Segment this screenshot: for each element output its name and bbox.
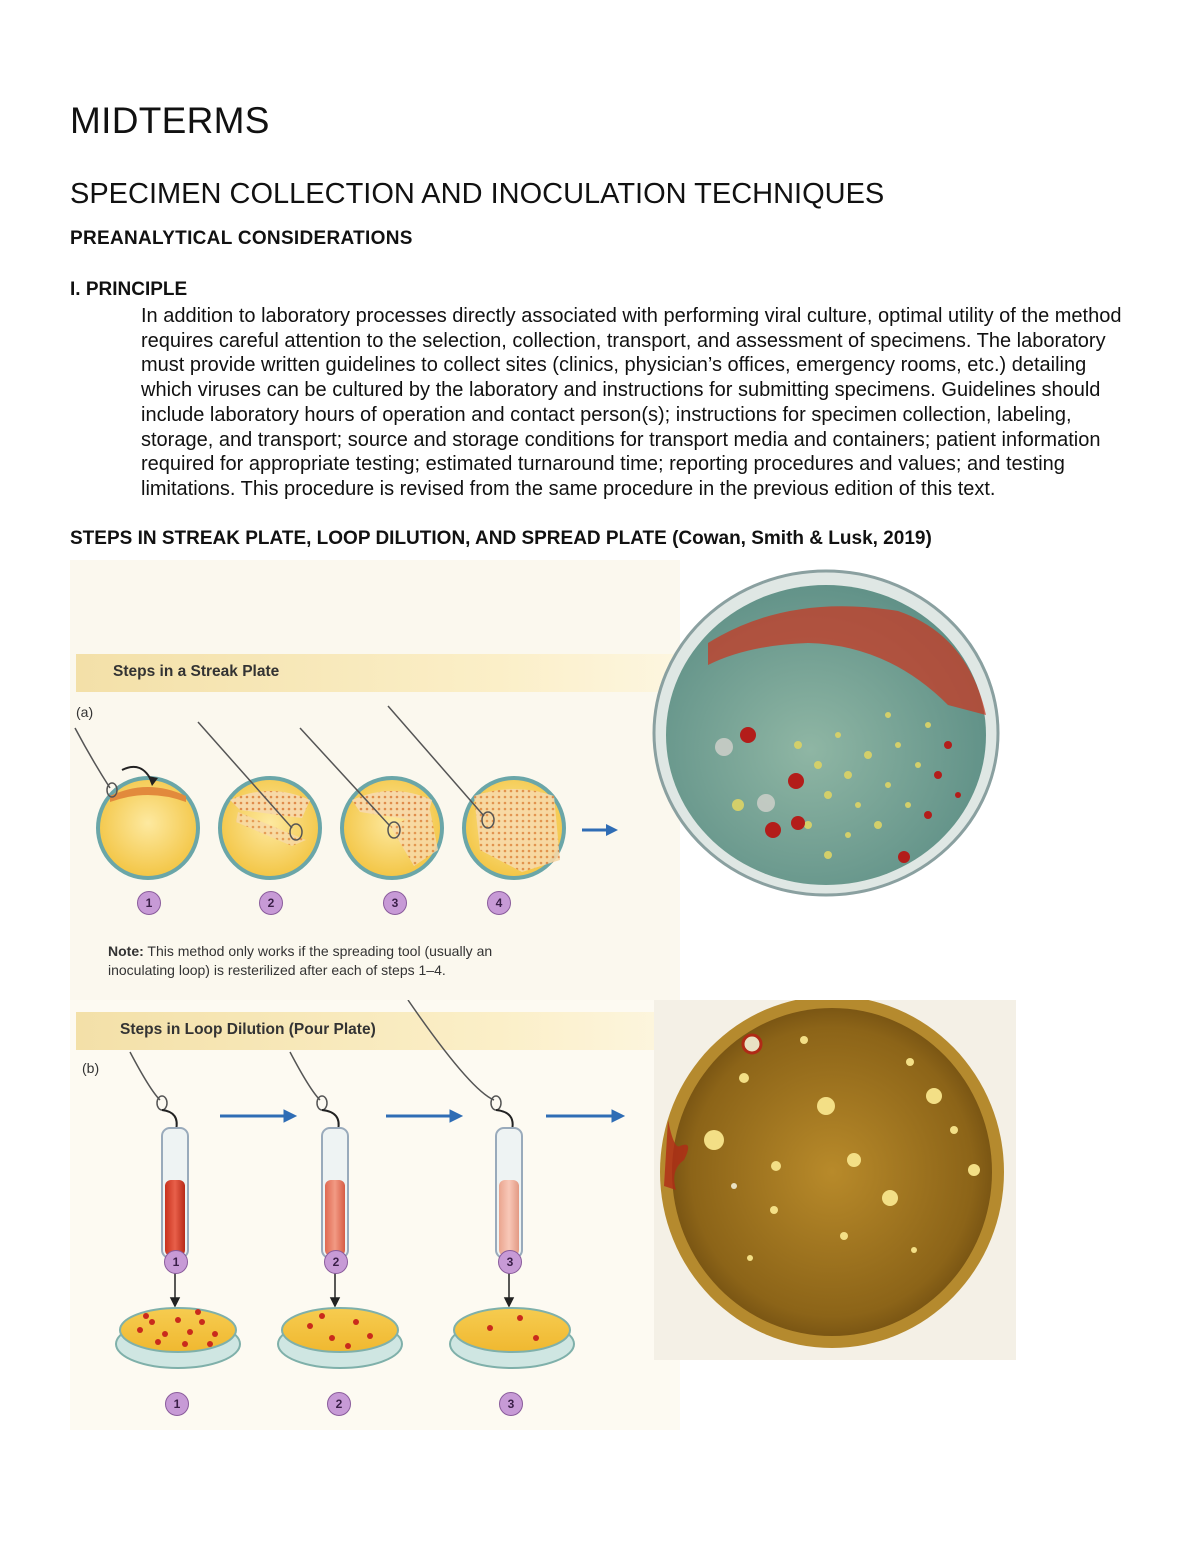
step-badge: 2 (324, 1250, 348, 1274)
step-badge: 3 (383, 891, 407, 915)
loop-dilution-banner-label: Steps in Loop Dilution (Pour Plate) (120, 1021, 376, 1038)
note-text: This method only works if the spreading tool (usually an inoculating loop) is resterilized after each of steps 1–4. (108, 943, 493, 978)
dilution-tube-1 (162, 1128, 188, 1258)
streak-plate-diagram (70, 560, 680, 1000)
pour-plate-3 (450, 1308, 574, 1368)
streak-plate-note (108, 942, 548, 980)
loop-dilution-figure (70, 1000, 680, 1430)
streak-plate-figure (70, 560, 680, 1000)
document-title: MIDTERMS (70, 100, 270, 141)
streak-plate-banner-label: Steps in a Streak Plate (113, 663, 280, 680)
streak-plate-photo (648, 565, 1004, 901)
step-badge: 2 (259, 891, 283, 915)
step-badge: 3 (498, 1250, 522, 1274)
note-label: Note: (108, 943, 144, 959)
dilution-tube-3 (496, 1128, 522, 1258)
step-badge: 2 (327, 1392, 351, 1416)
streak-plate-1 (75, 728, 198, 878)
section-heading: PREANALYTICAL CONSIDERATIONS (70, 228, 413, 249)
steps-heading: STEPS IN STREAK PLATE, LOOP DILUTION, AND SPREAD PLATE (Cowan, Smith & Lusk, 2019) (70, 528, 932, 549)
step-badge: 1 (164, 1250, 188, 1274)
step-badge: 3 (499, 1392, 523, 1416)
document-subtitle: SPECIMEN COLLECTION AND INOCULATION TECHNIQUES (70, 178, 885, 210)
arrow-right-icon (220, 1110, 624, 1122)
principle-paragraph: In addition to laboratory processes directly associated with performing viral culture, optimal utility of the method requires careful attention to the selection, collection, transport, and assessment of specimens. The laboratory must provide written guidelines to collect sites (clinics, physician’s offices, emergency rooms, etc.) detailing which viruses can be cultured by the laboratory and instructions for submitting specimens. Guidelines should include laboratory hours of operation and contact person(s); instructions for specimen collection, labeling, storage, and transport; source and storage conditions for transport media and containers; patient information required for appropriate testing; estimated turnaround time; reporting procedures and values; and testing limitations. This procedure is revised from the same procedure in the previous edition of this text. (141, 305, 1122, 500)
streak-plate-2 (198, 722, 320, 878)
arrow-right-icon (582, 824, 618, 836)
step-badge: 4 (487, 891, 511, 915)
step-badge: 1 (137, 891, 161, 915)
pour-plate-1 (116, 1308, 240, 1368)
principle-heading: I. PRINCIPLE (70, 279, 188, 300)
pour-plate-2 (278, 1308, 402, 1368)
pour-plate-photo (654, 1000, 1016, 1360)
dilution-tube-2 (322, 1128, 348, 1258)
arrow-down-icon (171, 1268, 513, 1306)
panel-label-b: (b) (82, 1060, 100, 1076)
step-badge: 1 (165, 1392, 189, 1416)
streak-plate-3 (300, 728, 442, 878)
loop-dilution-diagram (70, 1000, 680, 1430)
panel-label-a: (a) (76, 704, 94, 720)
